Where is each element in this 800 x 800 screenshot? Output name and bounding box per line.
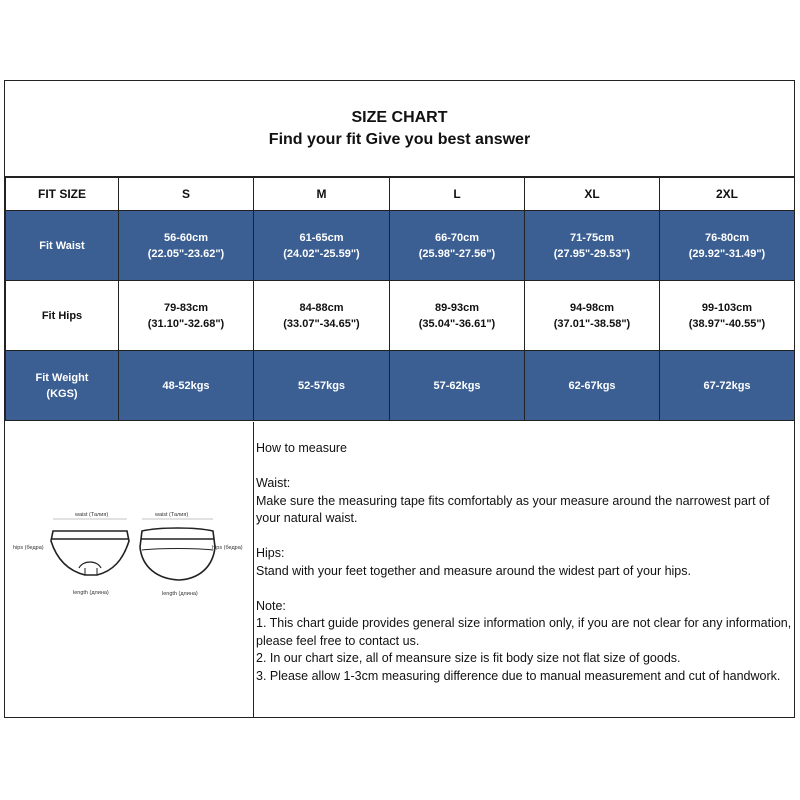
table-cell: 62-67kgs	[525, 351, 660, 421]
chart-subtitle: Find your fit Give you best answer	[268, 131, 531, 148]
table-cell: 56-60cm (22.05"-23.62")	[119, 211, 254, 281]
table-cell: 84-88cm (33.07"-34.65")	[254, 281, 390, 351]
waist-instructions: Make sure the measuring tape fits comfortably as your measure around the narrowest part of your natural waist.	[256, 493, 770, 525]
hips-title: Hips:	[256, 546, 285, 560]
diagram-hips-label: hips (бедра)	[212, 545, 243, 551]
row-label: Fit Weight (KGS)	[6, 351, 119, 421]
table-cell: 76-80cm (29.92"-31.49")	[660, 211, 795, 281]
size-table	[5, 177, 795, 421]
table-cell: 79-83cm (31.10"-32.68")	[119, 281, 254, 351]
table-cell: 57-62kgs	[390, 351, 525, 421]
fit-waist-row	[6, 211, 795, 281]
table-cell: 67-72kgs	[660, 351, 795, 421]
size-header-s: S	[119, 178, 254, 211]
size-header-2xl: 2XL	[660, 178, 795, 211]
size-header-l: L	[390, 178, 525, 211]
row-label: Fit Hips	[6, 281, 119, 351]
note-item: 3. Please allow 1-3cm measuring difference due to manual measurement and cut of handwork.	[256, 668, 781, 683]
measure-section	[5, 422, 794, 718]
diagram-length-label: length (длина)	[162, 591, 198, 597]
size-header-xl: XL	[525, 178, 660, 211]
chart-title: SIZE CHART	[351, 109, 448, 126]
note-title: Note:	[256, 598, 286, 613]
fit-hips-row	[6, 281, 795, 351]
title-box	[5, 81, 794, 177]
size-chart	[4, 80, 795, 718]
underwear-illustration	[5, 422, 254, 718]
hips-instructions: Stand with your feet together and measure around the widest part of your hips.	[256, 563, 691, 578]
diagram-length-label: length (длина)	[73, 590, 109, 596]
table-cell: 52-57kgs	[254, 351, 390, 421]
front-briefs-drawing	[51, 531, 129, 575]
table-cell: 99-103cm (38.97"-40.55")	[660, 281, 795, 351]
note-item: 1. This chart guide provides general size information only, if you are not clear for any information, please feel free to contact us.	[256, 616, 792, 648]
waist-title: Waist:	[256, 476, 291, 490]
table-cell: 71-75cm (27.95"-29.53")	[525, 211, 660, 281]
diagram-waist-label: waist (Талия)	[155, 512, 189, 518]
guide-heading: How to measure	[256, 441, 348, 455]
size-header-m: M	[254, 178, 390, 211]
diagram-waist-label: waist (Талия)	[75, 512, 109, 518]
row-label: Fit Waist	[6, 211, 119, 281]
table-cell: 94-98cm (37.01"-38.58")	[525, 281, 660, 351]
table-cell: 61-65cm (24.02"-25.59")	[254, 211, 390, 281]
fit-size-header: FIT SIZE	[6, 178, 119, 211]
table-cell: 66-70cm (25.98"-27.56")	[390, 211, 525, 281]
diagram-hips-label: hips (бедра)	[13, 545, 44, 551]
table-cell: 48-52kgs	[119, 351, 254, 421]
how-to-measure-text	[256, 422, 794, 718]
note-item: 2. In our chart size, all of meansure size is fit body size not flat size of goods.	[256, 651, 681, 665]
measurement-diagram	[5, 422, 254, 718]
size-header-row	[6, 178, 795, 211]
back-briefs-drawing	[140, 528, 215, 580]
fit-weight-row	[6, 351, 795, 421]
table-cell: 89-93cm (35.04"-36.61")	[390, 281, 525, 351]
